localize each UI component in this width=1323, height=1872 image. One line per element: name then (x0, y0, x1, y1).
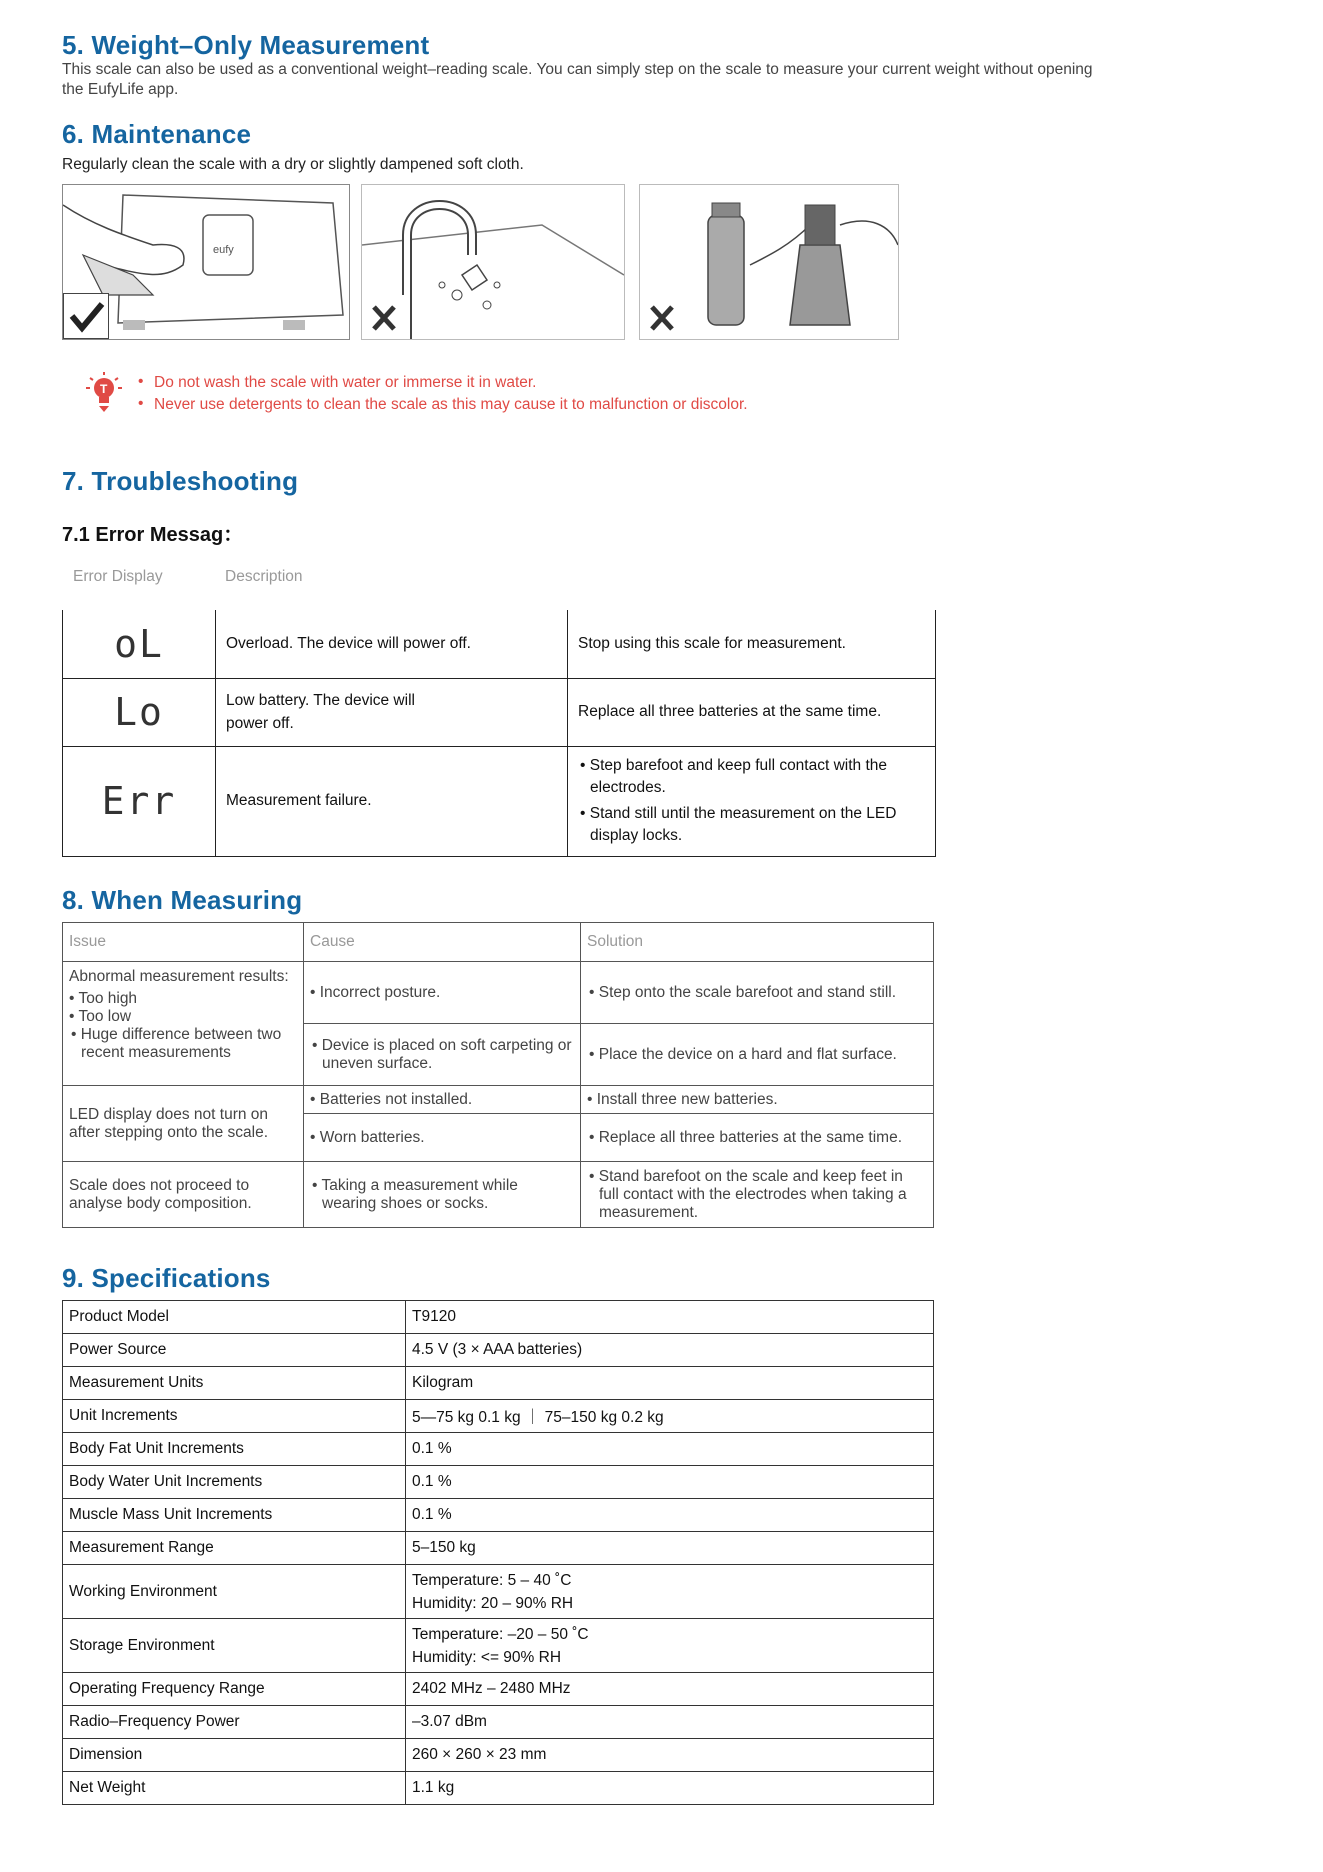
spec-value: T9120 (406, 1301, 934, 1334)
spec-row (63, 1619, 934, 1673)
spec-value-cell (406, 1619, 934, 1673)
header-solution: Solution (581, 923, 934, 962)
issue-bullet: • Too low (69, 1008, 132, 1025)
issue-led-display: LED display does not turn on after stepping onto the scale. (63, 1086, 304, 1162)
spec-row (63, 1466, 934, 1499)
warning-text-1: Do not wash the scale with water or immerse it in water. (154, 374, 537, 391)
error-table (62, 610, 936, 857)
section-7-subheading: 7.1 Error Messag： (62, 524, 244, 546)
spec-value: 5—75 kg 0.1 kg ｜ 75–150 kg 0.2 kg (406, 1400, 934, 1433)
image-water-washing (361, 184, 625, 340)
x-icon (362, 295, 406, 339)
check-badge (63, 293, 109, 339)
solution-cell (581, 1024, 934, 1086)
section-5-text-line2: the EufyLife app. (62, 81, 179, 98)
error-solution-cell (568, 746, 936, 856)
section-7-heading: 7. Troubleshooting (62, 466, 299, 496)
warning-bullet-1: • (138, 373, 144, 390)
cause-cell: • Worn batteries. (304, 1114, 581, 1162)
error-code-err: Err (101, 779, 177, 823)
error-display-cell (63, 610, 216, 678)
error-display-cell (63, 746, 216, 856)
cause-cell: • Incorrect posture. (304, 962, 581, 1024)
spec-row (63, 1673, 934, 1706)
spec-key: Measurement Units (63, 1367, 406, 1400)
measuring-header-row (63, 923, 934, 962)
spec-row (63, 1367, 934, 1400)
spec-row (63, 1499, 934, 1532)
spec-value: Temperature: 5 – 40 ˚C (412, 1571, 572, 1589)
cause-text: • Device is placed on soft carpeting or uneven surface. (312, 1036, 572, 1072)
spec-value: 0.1 % (406, 1499, 934, 1532)
spec-row (63, 1301, 934, 1334)
table-row (63, 962, 934, 1024)
spec-key: Storage Environment (63, 1619, 406, 1673)
error-display-cell (63, 678, 216, 746)
check-icon (64, 294, 108, 338)
issue-abnormal-cell (63, 962, 304, 1086)
spec-value: Humidity: 20 – 90% RH (412, 1594, 574, 1612)
issue-bullet: • Huge difference between two recent measurements (71, 1026, 282, 1061)
image-cloth-cleaning (62, 184, 350, 340)
error-col-header-display: Error Display (73, 568, 163, 585)
warning-bulb-icon (84, 370, 124, 414)
error-solution-item: • Step barefoot and keep full contact with the electrodes. (580, 757, 888, 796)
section-8-heading: 8. When Measuring (62, 885, 303, 915)
error-col-header-description: Description (225, 568, 303, 585)
spec-key: Net Weight (63, 1772, 406, 1805)
x-badge-1 (362, 295, 406, 339)
section-5-text-line1: This scale can also be used as a conventional weight–reading scale. You can simply step on the scale to measure your current weight without opening (62, 61, 1093, 78)
spec-row (63, 1400, 934, 1433)
error-row-overload (63, 610, 936, 678)
spec-key: Product Model (63, 1301, 406, 1334)
spec-key: Measurement Range (63, 1532, 406, 1565)
brand-logo: eufy (213, 244, 234, 256)
error-description: Overload. The device will power off. (216, 610, 568, 678)
issue-body-composition: Scale does not proceed to analyse body composition. (63, 1162, 304, 1228)
spec-value: Temperature: –20 – 50 ˚C (412, 1625, 589, 1643)
warning-bullet-2: • (138, 395, 144, 412)
svg-text:T: T (100, 382, 108, 396)
specifications-table (62, 1300, 934, 1805)
spec-value: –3.07 dBm (406, 1706, 934, 1739)
section-6-heading: 6. Maintenance (62, 119, 252, 149)
table-row (63, 1162, 934, 1228)
table-row (63, 1086, 934, 1114)
solution-text: • Stand barefoot on the scale and keep feet in full contact with the electrodes when taking a measurement. (589, 1167, 907, 1221)
warning-text-2: Never use detergents to clean the scale as this may cause it to malfunction or discolor. (154, 396, 748, 413)
solution-cell (581, 1162, 934, 1228)
spec-key: Body Water Unit Increments (63, 1466, 406, 1499)
error-code-lo: Lo (114, 690, 164, 734)
issue-abnormal: Abnormal measurement results: (69, 968, 289, 985)
spec-key: Unit Increments (63, 1400, 406, 1433)
spec-value: 1.1 kg (406, 1772, 934, 1805)
section-5-heading: 5. Weight–Only Measurement (62, 30, 430, 60)
error-solution: Replace all three batteries at the same time. (568, 678, 936, 746)
error-description: Measurement failure. (216, 746, 568, 856)
error-solution: Stop using this scale for measurement. (568, 610, 936, 678)
spec-row (63, 1433, 934, 1466)
x-icon (640, 295, 684, 339)
solution-cell (581, 1114, 934, 1162)
spec-row (63, 1565, 934, 1619)
section-9-heading: 9. Specifications (62, 1263, 271, 1293)
section-6-text: Regularly clean the scale with a dry or slightly dampened soft cloth. (62, 156, 524, 173)
spec-row (63, 1706, 934, 1739)
spec-value: Humidity: <= 90% RH (412, 1648, 562, 1666)
spec-value: 2402 MHz – 2480 MHz (406, 1673, 934, 1706)
spec-value: 4.5 V (3 × AAA batteries) (406, 1334, 934, 1367)
error-code-ol: oL (114, 621, 164, 666)
solution-cell: • Install three new batteries. (581, 1086, 934, 1114)
error-solution-item: • Stand still until the measurement on the LED display locks. (580, 805, 897, 844)
spec-key: Muscle Mass Unit Increments (63, 1499, 406, 1532)
spec-row (63, 1739, 934, 1772)
solution-cell (581, 962, 934, 1024)
solution-text: • Step onto the scale barefoot and stand still. (589, 983, 897, 1001)
spec-value: 0.1 % (406, 1433, 934, 1466)
spec-value: Kilogram (406, 1367, 934, 1400)
spec-key: Body Fat Unit Increments (63, 1433, 406, 1466)
image-detergent-spray (639, 184, 899, 340)
error-row-low-battery (63, 678, 936, 746)
x-badge-2 (640, 295, 684, 339)
header-cause: Cause (304, 923, 581, 962)
spec-key: Working Environment (63, 1565, 406, 1619)
spec-value-cell (406, 1565, 934, 1619)
spec-key: Operating Frequency Range (63, 1673, 406, 1706)
error-description: Low battery. The device will power off. (216, 678, 568, 746)
issue-bullet: • Too high (69, 990, 138, 1007)
error-row-measurement-failure (63, 746, 936, 856)
cause-text: • Taking a measurement while wearing shoes or socks. (312, 1176, 518, 1212)
spec-row (63, 1334, 934, 1367)
spec-key: Dimension (63, 1739, 406, 1772)
spec-key: Radio–Frequency Power (63, 1706, 406, 1739)
measuring-table (62, 922, 934, 1228)
spec-value: 0.1 % (406, 1466, 934, 1499)
spec-row (63, 1772, 934, 1805)
cause-cell (304, 1024, 581, 1086)
cause-cell: • Batteries not installed. (304, 1086, 581, 1114)
spec-key: Power Source (63, 1334, 406, 1367)
spec-row (63, 1532, 934, 1565)
solution-text: • Replace all three batteries at the same time. (589, 1128, 902, 1146)
solution-text: • Place the device on a hard and flat surface. (589, 1045, 897, 1063)
cause-cell (304, 1162, 581, 1228)
spec-value: 5–150 kg (406, 1532, 934, 1565)
header-issue: Issue (63, 923, 304, 962)
spec-value: 260 × 260 × 23 mm (406, 1739, 934, 1772)
